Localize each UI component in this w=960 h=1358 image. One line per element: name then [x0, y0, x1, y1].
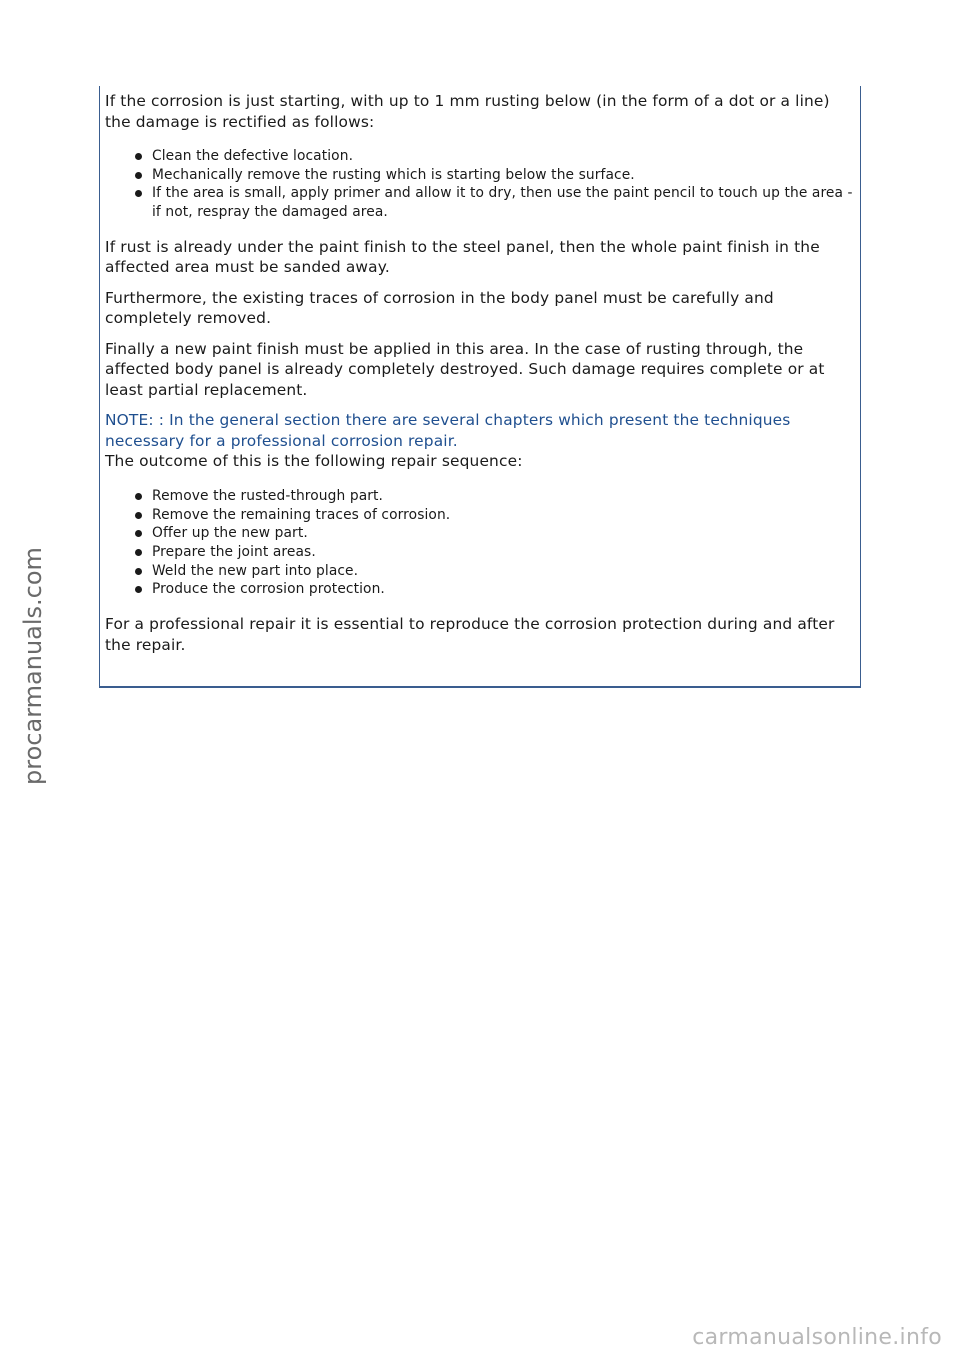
- side-watermark-text: procarmanuals.com: [19, 547, 47, 785]
- bottom-watermark: carmanualsonline.info: [692, 1325, 942, 1350]
- list-item: [105, 562, 860, 581]
- list-item: [105, 147, 860, 166]
- repair-sequence-list: [105, 487, 860, 599]
- list-item-text: Mechanically remove the rusting which is starting below the surface.: [152, 166, 635, 183]
- outcome-paragraph: The outcome of this is the following repair sequence:: [105, 452, 523, 471]
- finally-paragraph: Finally a new paint finish must be applied in this area. In the case of rusting through, the affected body panel is already completely destroyed. Such damage requires complete or at least partial replacement.: [105, 339, 825, 399]
- list-item: [105, 543, 860, 562]
- intro-paragraph: If the corrosion is just starting, with up to 1 mm rusting below (in the form of a dot or a line) the damage is rectified as follows:: [105, 92, 830, 131]
- list-item-text: Weld the new part into place.: [152, 562, 359, 579]
- list-item-text: If the area is small, apply primer and allow it to dry, then use the paint pencil to touch up the area - if not, respray the damaged area.: [152, 185, 853, 221]
- bullet-icon: [135, 549, 142, 556]
- furthermore-paragraph: Furthermore, the existing traces of corrosion in the body panel must be carefully and completely removed.: [105, 288, 774, 328]
- list-item: [105, 506, 860, 525]
- rust-paragraph: If rust is already under the paint finish to the steel panel, then the whole paint finish in the affected area must be sanded away.: [105, 237, 820, 277]
- small-damage-steps-list: [105, 147, 860, 222]
- list-item: [105, 166, 860, 185]
- list-item-text: Clean the defective location.: [152, 148, 354, 164]
- closing-paragraph: For a professional repair it is essential to reproduce the corrosion protection during and after the repair.: [105, 615, 835, 654]
- list-item-text: Remove the rusted-through part.: [152, 487, 384, 504]
- bullet-icon: [135, 512, 142, 519]
- side-watermark: [18, 547, 48, 785]
- document-content-box: [99, 86, 861, 688]
- bullet-icon: [135, 493, 142, 500]
- document-body: [105, 91, 860, 655]
- list-item-text: Prepare the joint areas.: [152, 543, 316, 560]
- list-item-text: Remove the remaining traces of corrosion.: [152, 506, 451, 523]
- bullet-icon: [135, 153, 142, 160]
- bullet-icon: [135, 172, 142, 179]
- list-item: [105, 524, 860, 543]
- note-paragraph: NOTE: : In the general section there are several chapters which present the techniques necessary for a professional corrosion repair.: [105, 411, 791, 450]
- list-item: [105, 580, 860, 599]
- list-item-text: Produce the corrosion protection.: [152, 581, 385, 598]
- bullet-icon: [135, 190, 142, 197]
- list-item: [105, 487, 860, 506]
- bullet-icon: [135, 530, 142, 537]
- bullet-icon: [135, 568, 142, 575]
- list-item: [105, 184, 860, 221]
- list-item-text: Offer up the new part.: [152, 525, 308, 542]
- bullet-icon: [135, 586, 142, 593]
